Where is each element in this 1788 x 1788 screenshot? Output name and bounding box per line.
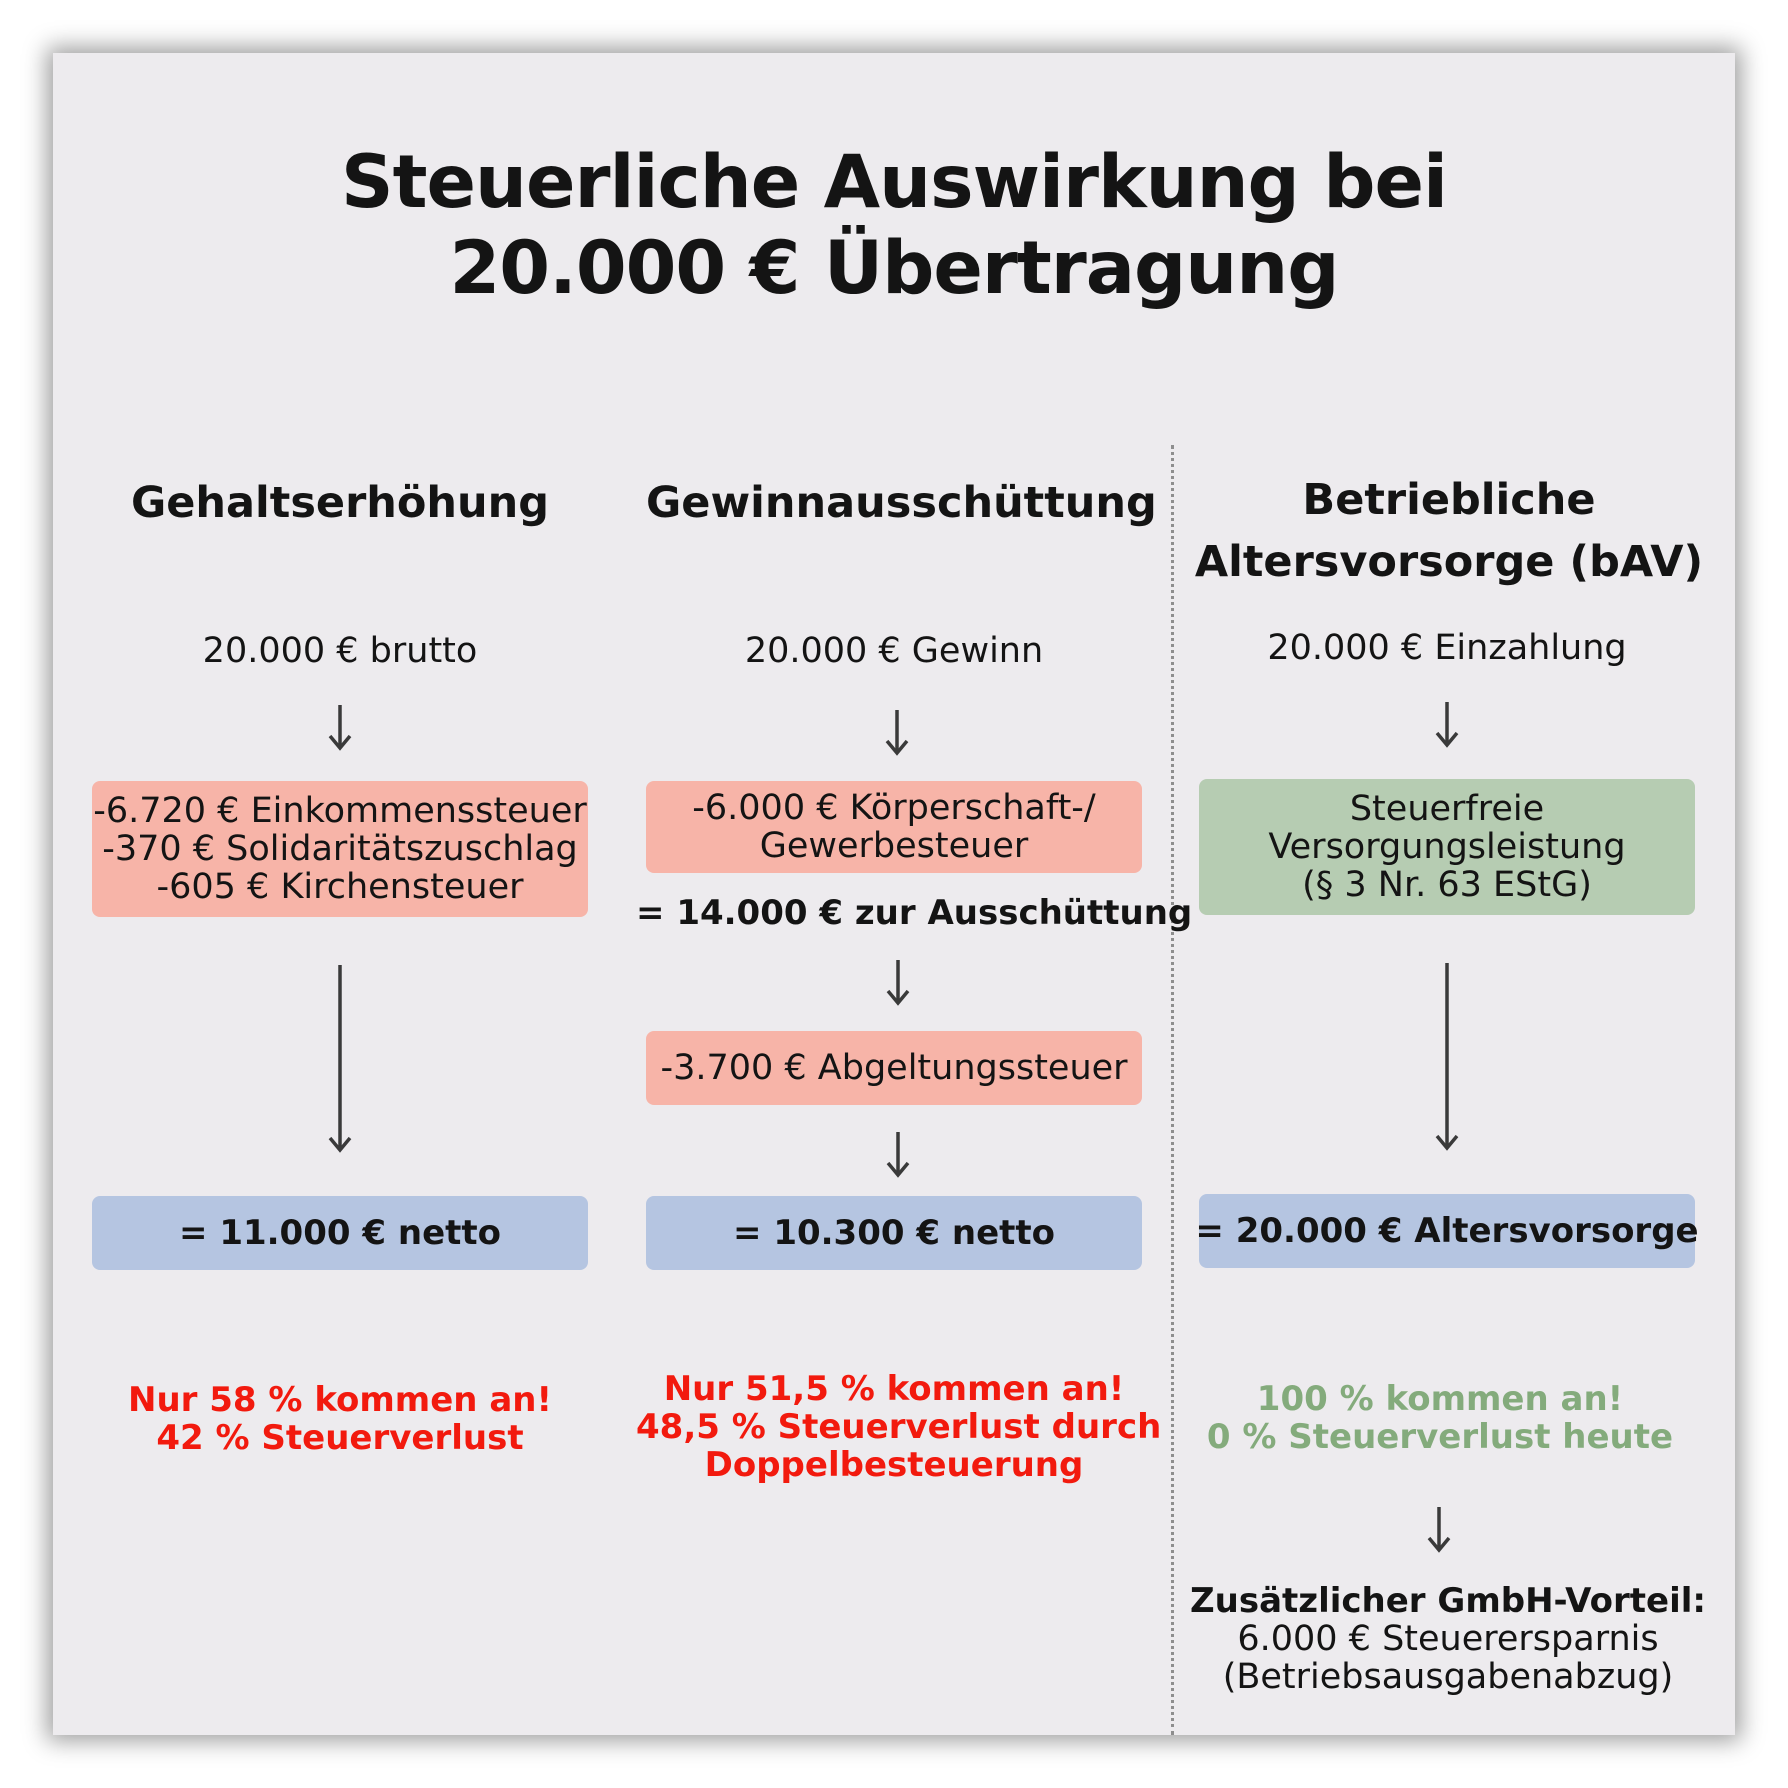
gehalt-heading: Gehaltserhöhung xyxy=(130,478,550,528)
arrow-down-icon xyxy=(1433,700,1461,748)
arrow-down-icon xyxy=(1425,1505,1453,1553)
gewinn-corporate-tax-box xyxy=(646,781,1142,873)
gewinn-verdict-line-2: 48,5 % Steuerverlust durch xyxy=(636,1407,1162,1447)
gewinn-withholding-tax-box xyxy=(646,1031,1142,1105)
gehalt-deduction-income-tax: -6.720 € Einkommenssteuer xyxy=(93,791,587,831)
gehalt-verdict-line-1: Nur 58 % kommen an! xyxy=(128,1380,552,1420)
bav-heading xyxy=(1190,469,1708,593)
gehalt-verdict xyxy=(92,1381,588,1457)
arrow-down-icon xyxy=(326,703,354,751)
gewinn-corporate-tax-line-1: -6.000 € Körperschaft-/ xyxy=(692,788,1096,828)
gewinn-result-box xyxy=(646,1196,1142,1270)
arrow-down-icon xyxy=(1433,961,1461,1151)
gewinn-verdict-line-1: Nur 51,5 % kommen an! xyxy=(663,1369,1125,1409)
arrow-down-icon xyxy=(884,1130,912,1178)
title-line-2: 20.000 € Übertragung xyxy=(449,226,1339,311)
bav-heading-line-1: Betriebliche xyxy=(1302,475,1596,525)
gewinn-intermediate-amount: = 14.000 € zur Ausschüttung xyxy=(636,893,1193,933)
bav-extra-line-1: 6.000 € Steuerersparnis xyxy=(1237,1619,1659,1659)
arrow-down-icon xyxy=(884,958,912,1006)
gehalt-deduction-soli: -370 € Solidaritätszuschlag xyxy=(102,829,578,869)
page-title xyxy=(0,140,1788,312)
bav-extra-title: Zusätzlicher GmbH-Vorteil: xyxy=(1190,1581,1706,1621)
gewinn-verdict-line-3: Doppelbesteuerung xyxy=(704,1445,1084,1485)
bav-tax-free-box xyxy=(1199,779,1695,915)
bav-result-box xyxy=(1195,1194,1699,1268)
bav-benefit-line-2: Versorgungsleistung xyxy=(1268,827,1626,867)
bav-verdict xyxy=(1180,1380,1700,1456)
bav-extra-line-2: (Betriebsausgabenabzug) xyxy=(1222,1657,1674,1697)
gewinn-result: = 10.300 € netto xyxy=(733,1213,1055,1253)
column-divider xyxy=(1171,445,1174,1735)
gewinn-withholding-tax: -3.700 € Abgeltungssteuer xyxy=(660,1048,1128,1088)
bav-result: = 20.000 € Altersvorsorge xyxy=(1195,1211,1699,1251)
arrow-down-icon xyxy=(883,708,911,756)
arrow-down-icon xyxy=(326,963,354,1153)
gehalt-result-box xyxy=(92,1196,588,1270)
gewinn-heading: Gewinnausschüttung xyxy=(646,478,1157,528)
title-line-1: Steuerliche Auswirkung bei xyxy=(341,140,1447,225)
bav-verdict-line-1: 100 % kommen an! xyxy=(1256,1379,1624,1419)
bav-benefit-line-3: (§ 3 Nr. 63 EStG) xyxy=(1302,865,1592,905)
gehalt-result: = 11.000 € netto xyxy=(179,1213,501,1253)
bav-benefit-line-1: Steuerfreie xyxy=(1349,789,1545,829)
gehalt-deduction-church-tax: -605 € Kirchensteuer xyxy=(156,867,524,907)
bav-extra-advantage xyxy=(1185,1582,1711,1696)
gewinn-corporate-tax-line-2: Gewerbesteuer xyxy=(759,826,1029,866)
gehalt-start-amount: 20.000 € brutto xyxy=(202,631,478,671)
gewinn-start-amount: 20.000 € Gewinn xyxy=(744,631,1044,671)
bav-start-amount: 20.000 € Einzahlung xyxy=(1267,628,1627,668)
gewinn-verdict xyxy=(636,1369,1162,1485)
gehalt-verdict-line-2: 42 % Steuerverlust xyxy=(156,1418,524,1458)
bav-heading-line-2: Altersvorsorge (bAV) xyxy=(1194,537,1704,587)
gehalt-deductions-box xyxy=(92,781,588,917)
bav-verdict-line-2: 0 % Steuerverlust heute xyxy=(1206,1417,1674,1457)
